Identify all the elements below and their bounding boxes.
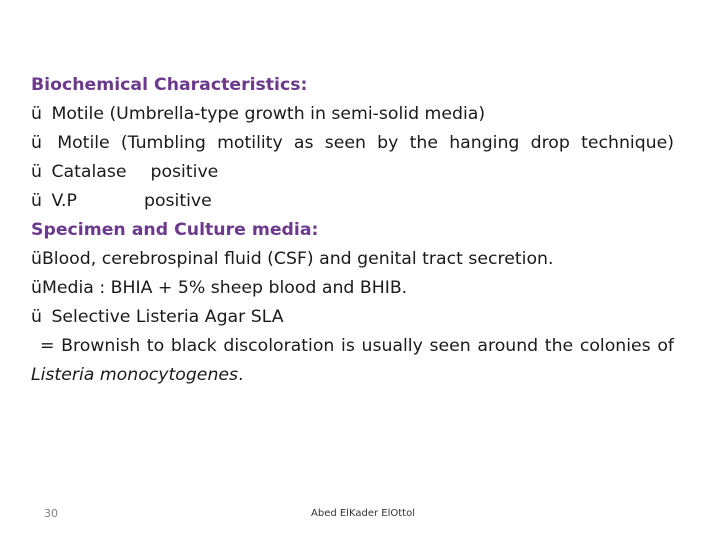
check-icon: ü bbox=[31, 162, 42, 182]
footer-author: Abed ElKader ElOttol bbox=[311, 508, 415, 519]
check-icon: ü bbox=[31, 191, 42, 211]
test-result: positive bbox=[143, 191, 212, 211]
check-icon: ü bbox=[31, 249, 42, 269]
list-item-text: Motile (Umbrella-type growth in semi-solid media) bbox=[51, 104, 486, 124]
list-item-blood bbox=[31, 245, 674, 274]
result-period: . bbox=[238, 365, 244, 385]
heading-biochemical: Biochemical Characteristics: bbox=[31, 75, 308, 95]
list-item-motile-tumbling bbox=[31, 129, 674, 158]
list-item-text: Selective Listeria Agar SLA bbox=[51, 307, 284, 327]
list-item-text: Blood, cerebrospinal fluid (CSF) and genital tract secretion. bbox=[41, 249, 554, 269]
check-icon: ü bbox=[31, 278, 42, 298]
list-item-text: Motile (Tumbling motility as seen by the hanging drop technique) bbox=[57, 133, 674, 153]
list-item-catalase bbox=[31, 158, 674, 187]
test-name: V.P bbox=[51, 191, 77, 211]
list-item-text: Media : BHIA + 5% sheep blood and BHIB. bbox=[41, 278, 408, 298]
list-item-motile-umbrella bbox=[31, 100, 674, 129]
test-result: positive bbox=[150, 162, 219, 182]
slide-number: 30 bbox=[44, 507, 58, 520]
organism-name: Listeria monocytogenes bbox=[31, 365, 239, 385]
check-icon: ü bbox=[31, 307, 42, 327]
test-name: Catalase bbox=[51, 162, 127, 182]
agar-result-paragraph bbox=[31, 332, 674, 390]
result-text: = Brownish to black discoloration is usually seen around the colonies of bbox=[40, 336, 674, 356]
list-item-media bbox=[31, 274, 674, 303]
list-item-vp bbox=[31, 187, 674, 216]
check-icon: ü bbox=[31, 104, 42, 124]
list-item-agar bbox=[31, 303, 674, 332]
heading-specimen: Specimen and Culture media: bbox=[31, 220, 319, 240]
check-icon: ü bbox=[31, 133, 42, 153]
slide-content bbox=[31, 71, 674, 390]
